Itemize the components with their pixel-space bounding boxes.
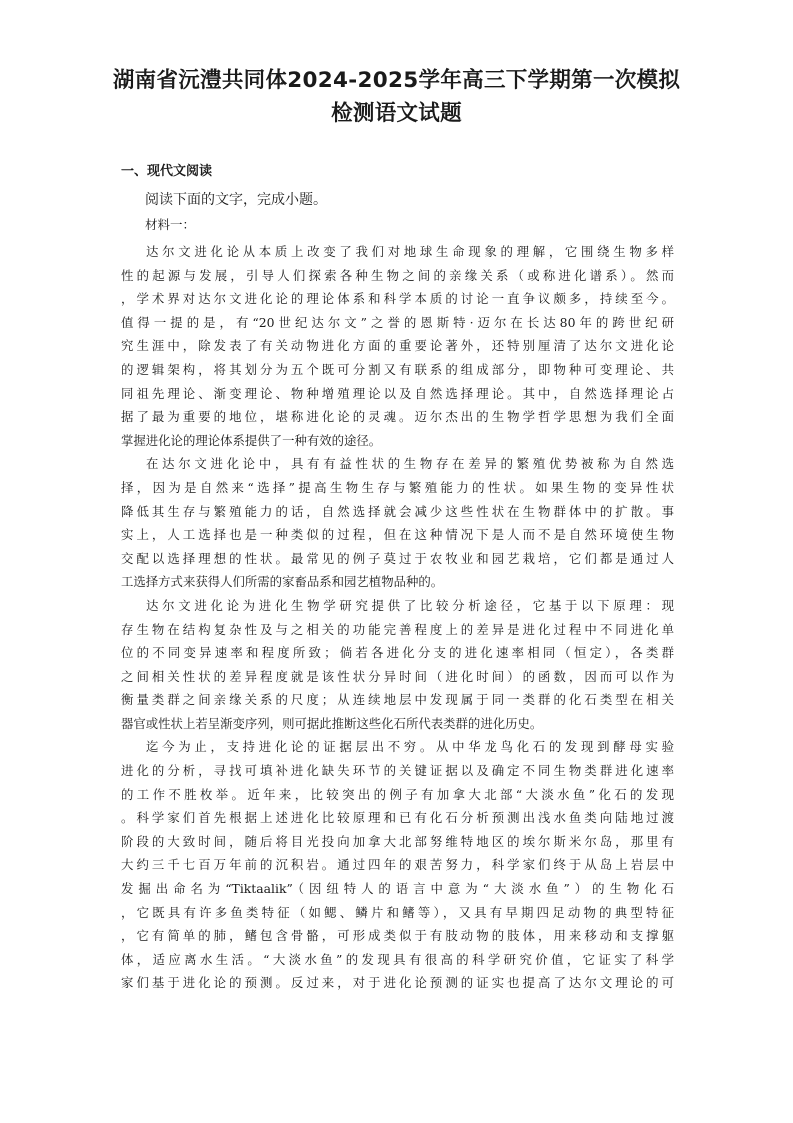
section-heading: 一、现代文阅读 — [121, 164, 213, 179]
body-line: 的逻辑架构，将其划分为五个既可分割又有联系的组成部分，即物种可变理论、共 — [121, 361, 674, 377]
title-line-2: 检测语文试题 — [331, 101, 462, 126]
body-line: 进化的分析，寻找可填补进化缺失环节的关键证据以及确定不同生物类群进化速率 — [121, 763, 674, 779]
body-line: 家们基于进化论的预测。反过来，对于进化论预测的证实也提高了达尔文理论的可 — [121, 975, 674, 991]
body-line: 在达尔文进化论中，具有有益性状的生物存在差异的繁殖优势被称为自然选 — [146, 456, 674, 472]
body-line: ，学术界对达尔文进化论的理论体系和科学本质的讨论一直争议颇多，持续至今。 — [121, 291, 674, 307]
body-line: 性的起源与发展，引导人们探索各种生物之间的亲缘关系（或称进化谱系）。然而 — [121, 267, 674, 283]
body-line: 交配以选择理想的性状。最常见的例子莫过于农牧业和园艺栽培，它们都是通过人 — [121, 550, 674, 566]
body-line: 工选择方式来获得人们所需的家畜品系和园艺植物品种的。 — [121, 574, 444, 590]
document-title — [0, 64, 793, 130]
body-line: 值得一提的是，有“20世纪达尔文”之誉的恩斯特·迈尔在长达80年的跨世纪研 — [121, 314, 674, 330]
body-line: 大约三千七百万年前的沉积岩。通过四年的艰苦努力，科学家们终于从岛上岩层中 — [121, 857, 674, 873]
article-body — [121, 240, 674, 995]
body-line: 体，适应离水生活。“大淡水鱼”的发现具有很高的科学研究价值，它证实了科学 — [121, 951, 674, 967]
body-line: 择，因为是自然来“选择”提高生物生存与繁殖能力的性状。如果生物的变异性状 — [121, 479, 674, 495]
body-line: 掌握进化论的理论体系提供了一种有效的途径。 — [121, 432, 382, 448]
body-line: 究生涯中，除发表了有关动物进化方面的重要论著外，还特别厘清了达尔文进化论 — [121, 338, 674, 354]
instruction-text: 阅读下面的文字，完成小题。 — [145, 192, 327, 208]
body-line: 。科学家们首先根据上述进化比较原理和已有化石分析预测出浅水鱼类向陆地过渡 — [121, 810, 674, 826]
body-line: 阶段的大致时间，随后将目光投向加拿大北部努维特地区的埃尔斯米尔岛，那里有 — [121, 833, 674, 849]
body-line: 器官或性状上若呈渐变序列，则可据此推断这些化石所代表类群的进化历史。 — [121, 715, 543, 731]
body-line: 实上，人工选择也是一种类似的过程，但在这种情况下是人而不是自然环境使生物 — [121, 527, 674, 543]
body-line: 达尔文进化论为进化生物学研究提供了比较分析途径，它基于以下原理：现 — [146, 597, 674, 613]
material-label: 材料一： — [145, 217, 196, 232]
body-line: 的工作不胜枚举。近年来，比较突出的例子有加拿大北部“大淡水鱼”化石的发现 — [121, 786, 674, 802]
body-line: 迄今为止，支持进化论的证据层出不穷。从中华龙鸟化石的发现到酵母实验 — [146, 739, 674, 755]
body-line: 发掘出命名为“Tiktaalik”（因纽特人的语言中意为“大淡水鱼”）的生物化石 — [121, 881, 674, 897]
body-line: ，它既具有许多鱼类特征（如鳃、鳞片和鳍等），又具有早期四足动物的典型特征 — [121, 904, 674, 920]
body-line: 存生物在结构复杂性及与之相关的功能完善程度上的差异是进化过程中不同进化单 — [121, 621, 674, 637]
body-line: 据了最为重要的地位，堪称进化论的灵魂。迈尔杰出的生物学哲学思想为我们全面 — [121, 409, 674, 425]
body-line: 达尔文进化论从本质上改变了我们对地球生命现象的理解，它围绕生物多样 — [146, 244, 674, 259]
body-line: 衡量类群之间亲缘关系的尺度；从连续地层中发现属于同一类群的化石类型在相关 — [121, 692, 674, 708]
body-line: ，它有简单的肺，鳍包含骨骼，可形成类似于有肢动物的肢体，用来移动和支撑躯 — [121, 928, 674, 944]
body-line: 位的不同变异速率和程度所致；倘若各进化分支的进化速率相同（恒定），各类群 — [121, 645, 674, 661]
body-line: 降低其生存与繁殖能力的话，自然选择就会减少这些性状在生物群体中的扩散。事 — [121, 503, 674, 519]
title-line-1: 湖南省沅澧共同体2024-2025学年高三下学期第一次模拟 — [112, 68, 681, 93]
body-line: 同祖先理论、渐变理论、物种增殖理论以及自然选择理论。其中，自然选择理论占 — [121, 385, 674, 401]
body-line: 之间相关性状的差异程度就是该性状分异时间（进化时间）的函数，因而可以作为 — [121, 668, 674, 684]
